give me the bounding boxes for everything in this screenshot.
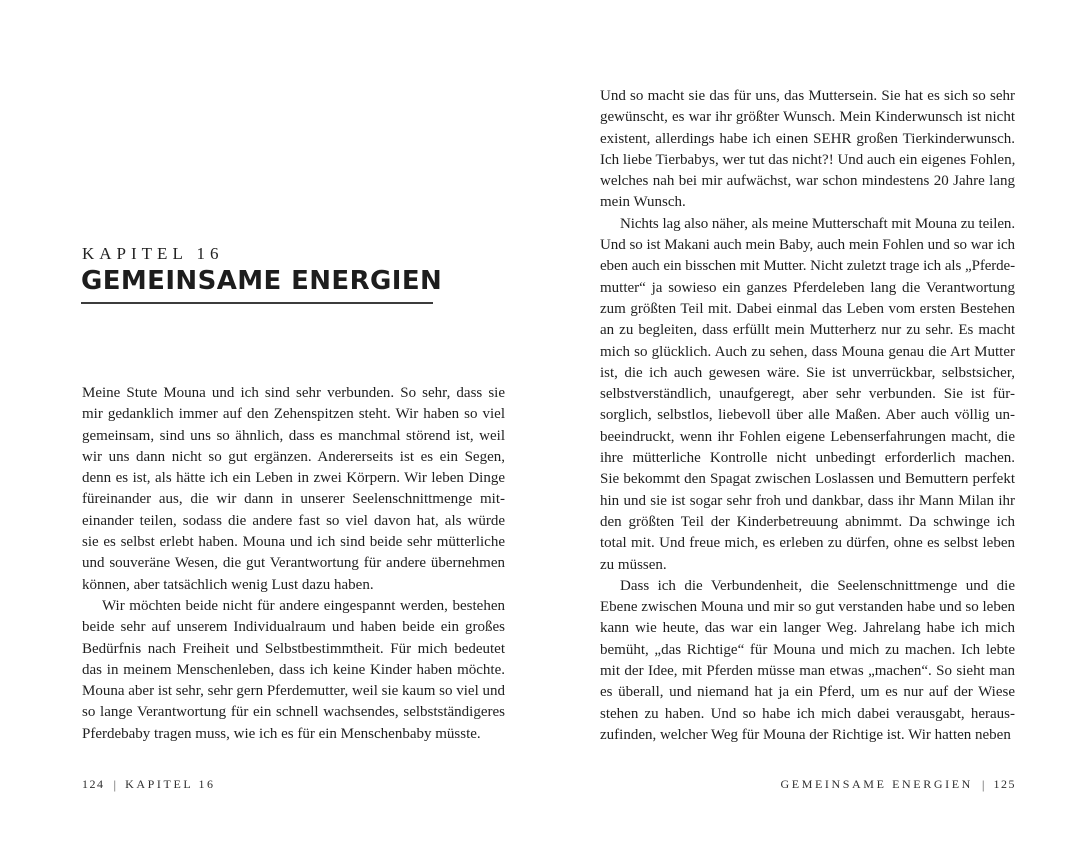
text-line: es überall, und niemand hat ja ein Pferd, um es nur auf der Wiese [600,684,1015,701]
text-line: kann wie heute, das war ein langer Weg. Jahrelang habe ich mich [600,620,1015,637]
text-line: total mit. Und freue mich, es erleben zu dürfen, ohne es selbst leben [600,535,1015,552]
text-line: sorglich, selbstlos, liebevoll über alle Maßen. Aber auch völlig un- [600,407,1015,424]
text-line: können, aber tatsächlich wenig Lust dazu haben. [82,576,374,593]
text-line: existent, allerdings habe ich einen SEHR großen Tierkinderwunsch. [600,130,1015,147]
text-line: gewünscht, es war ihr größter Wunsch. Mein Kinderwunsch ist nicht [600,109,1015,126]
text-line: selbstverständlich, unaufgeregt, aber sehr verbunden. Sie ist für- [600,386,1015,403]
text-line: mutter“ ja sowieso ein ganzes Pferdeleben lang die Verantwortung [600,279,1015,296]
text-line: mich so glücklich. Auch zu sehen, dass Mouna genau die Art Mutter [600,343,1015,360]
text-line: wir uns dann nicht so gut ergänzen. Andererseits ist es ein Segen, [82,448,505,465]
left-page-footer [82,777,216,793]
text-line: Sie bekommt den Spagat zwischen Loslassen und Bemuttern perfekt [600,471,1015,488]
text-line: zum größten Teil mit. Dabei einmal das Leben vom ersten Bestehen [600,300,1015,317]
text-line: hin und sie ist sogar sehr froh und dankbar, dass ihr Mann Milan ihr [600,492,1015,509]
text-line: Ebene zwischen Mouna und mir so gut verstanden habe und so leben [600,599,1015,616]
left-footer-label: KAPITEL 16 [125,777,216,791]
right-page-number: 125 [993,777,1016,791]
text-line: Und so ist Makani auch mein Baby, auch mein Fohlen und so war ich [600,237,1015,254]
text-line: eben auch ein bisschen mit Mutter. Nicht zuletzt trage ich als „Pferde- [600,258,1015,275]
chapter-title: GEMEINSAME ENERGIEN [81,266,443,296]
text-line: mein Wunsch. [600,194,686,211]
text-line: beeindruckt, wenn ihr Fohlen eigene Lebenserfahrungen macht, die [600,428,1015,445]
text-line: sie es selbst erlebt haben. Mouna und ich sind beide sehr mütterliche [82,534,505,551]
text-line: Und so macht sie das für uns, das Muttersein. Sie hat es sich so sehr [600,88,1015,104]
paragraph [600,86,1015,214]
right-page-body [600,86,1015,746]
text-line: füreinander aus, die wir dann in unserer Seelenschnittmenge mit- [82,491,505,508]
text-line: stehen zu haben. Und so habe ich mich dabei verausgabt, heraus- [600,705,1015,722]
text-line: Ich liebe Tierbabys, wer tut das nicht?! Und auch ein eigenes Fohlen, [600,151,1016,168]
chapter-kicker: KAPITEL 16 [82,244,224,263]
left-page-number: 124 [82,777,105,791]
text-line: gemeinsam, sind uns so ähnlich, dass es manchmal störend ist, weil [82,427,505,444]
text-line: welches nah bei mir aufwächst, war schon mindestens 20 Jahre lang [600,173,1015,190]
text-line: Pferdebaby tragen muss, wie ich es für ein Menschenbaby müsste. [82,725,481,742]
text-line: und souveräne Wesen, die gut Verantwortung für andere übernehmen [82,555,505,572]
text-line: Wir möchten beide nicht für andere eingespannt werden, bestehen [102,597,505,614]
right-footer-label: GEMEINSAME ENERGIEN [780,777,973,791]
paragraph [600,576,1015,746]
text-line: denn es ist, als hätte ich ein Leben in zwei Körpern. Wir leben Dinge [82,470,505,487]
text-line: zufinden, welcher Weg für Mouna der Richtige ist. Wir hatten neben [600,726,1011,743]
text-line: Nichts lag also näher, als meine Mutterschaft mit Mouna zu teilen. [620,215,1015,232]
paragraph [82,596,505,745]
text-line: so lange Verantwortung für ein schnell wachsendes, selbstständigeres [82,704,505,721]
footer-separator: | [113,777,117,792]
text-line: ist, die ich auch gewesen wäre. Sie ist unverrückbar, selbstsicher, [600,364,1015,381]
title-underline [81,302,433,304]
text-line: Bedürfnis nach Freiheit und Selbstbestimmtheit. Für mich bedeutet [82,640,505,657]
paragraph [82,383,505,596]
text-line: bemüht, „das Richtige“ für Mouna und mich zu machen. Ich lebte [600,641,1015,658]
text-line: einander teilen, sodass die andere fast so viel davon hat, als würde [82,512,505,529]
paragraph [600,214,1015,576]
text-line: Meine Stute Mouna und ich sind sehr verbunden. So sehr, dass sie [82,385,505,401]
text-line: mit der Idee, mit Pferden müsse man etwas „machen“. So sieht man [600,663,1015,680]
text-line: beide sehr auf unserem Individualraum und haben beide ein großes [82,619,505,636]
text-line: Dass ich die Verbundenheit, die Seelenschnittmenge und die [620,577,1015,594]
text-line: den größten Teil der Kinderbetreuung abnimmt. Da schwinge ich [600,513,1015,530]
left-page-body [82,383,505,745]
text-line: das in meinem Menschenleben, dass ich keine Kinder haben möchte. [82,661,505,678]
right-page-footer [781,777,1017,793]
footer-separator: | [981,777,985,792]
text-line: ihre mütterliche Kontrolle nicht unbedingt erforderlich machen. [600,450,1015,467]
text-line: Mouna aber ist sehr, sehr gern Pferdemutter, weil sie kaum so viel und [82,683,505,700]
text-line: an zu begleiten, dass erfüllt mein Mutterherz nur zu sehr. Es macht [600,322,1015,339]
text-line: mir gedanklich immer auf den Zehenspitzen steht. Wir haben so viel [82,406,505,423]
text-line: zu müssen. [600,556,667,573]
